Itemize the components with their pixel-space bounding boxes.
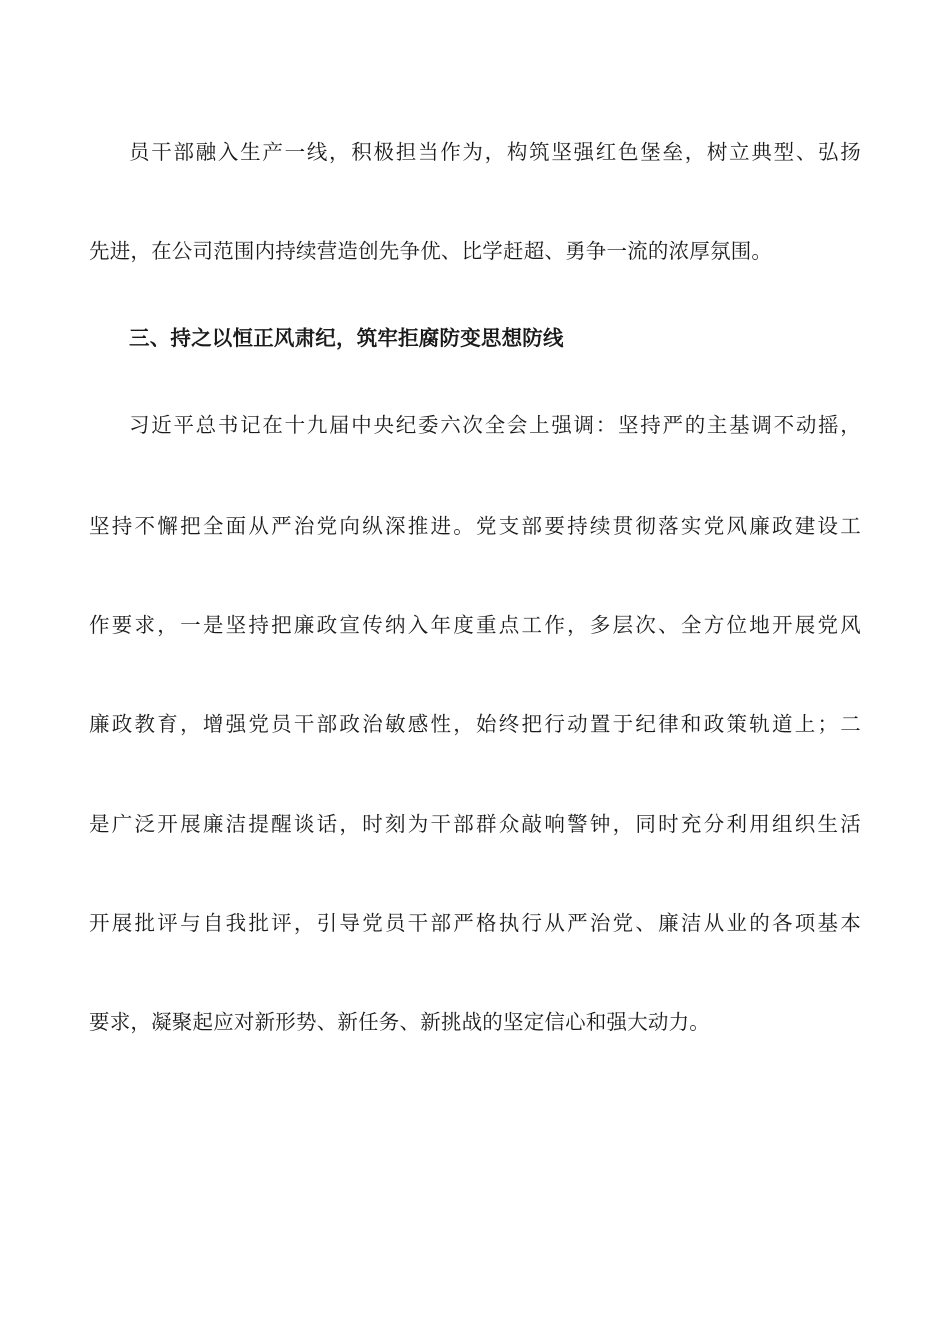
paragraph2-line-7: 要求，凝聚起应对新形势、新任务、新挑战的坚定信心和强大动力。	[89, 1010, 710, 1034]
section-heading: 三、持之以恒正风肃纪，筑牢拒腐防变思想防线	[129, 326, 564, 350]
paragraph2-line-6: 开展批评与自我批评，引导党员干部严格执行从严治党、廉洁从业的各项基本	[89, 911, 861, 935]
paragraph1-line-2: 先进，在公司范围内持续营造创先争优、比学赶超、勇争一流的浓厚氛围。	[89, 239, 773, 263]
paragraph2-line-5: 是广泛开展廉洁提醒谈话，时刻为干部群众敲响警钟，同时充分利用组织生活	[89, 812, 861, 836]
paragraph2-line-2: 坚持不懈把全面从严治党向纵深推进。党支部要持续贯彻落实党风廉政建设工	[89, 514, 861, 538]
paragraph1-line-1: 员干部融入生产一线，积极担当作为，构筑坚强红色堡垒，树立典型、弘扬	[129, 140, 861, 164]
paragraph2-line-3: 作要求，一是坚持把廉政宣传纳入年度重点工作，多层次、全方位地开展党风	[89, 613, 861, 637]
paragraph2-line-4: 廉政教育，增强党员干部政治敏感性，始终把行动置于纪律和政策轨道上；二	[89, 712, 861, 736]
paragraph2-line-1: 习近平总书记在十九届中央纪委六次全会上强调：坚持严的主基调不动摇，	[129, 413, 861, 437]
